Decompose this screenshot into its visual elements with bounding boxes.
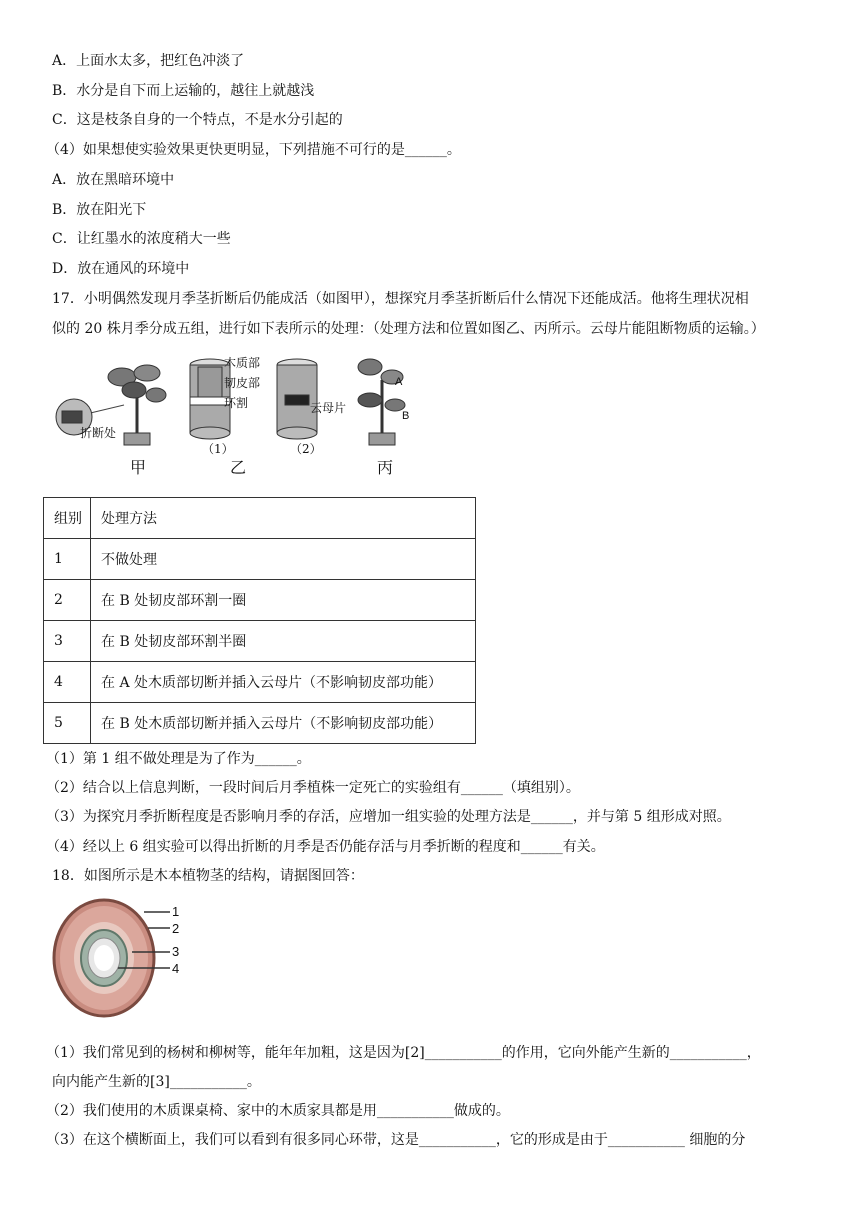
q18-stem: 18．如图所示是木本植物茎的结构，请据图回答： xyxy=(52,868,364,884)
q16-sub4-stem: （4）如果想使实验效果更快更明显，下列措施不可行的是______。 xyxy=(46,142,461,158)
table-cell-method: 在 B 处木质部切断并插入云母片（不影响韧皮部功能） xyxy=(91,703,476,744)
cross-label-2: 2 xyxy=(172,921,180,936)
table-row xyxy=(44,621,476,662)
q17-sub2: （2）结合以上信息判断，一段时间后月季植株一定死亡的实验组有______（填组别）。 xyxy=(46,780,580,796)
caption-jia: 甲 xyxy=(130,458,147,477)
cross-label-4: 4 xyxy=(172,961,180,976)
q18-sub1-line2: 向内能产生新的[3]___________。 xyxy=(52,1074,261,1090)
stem-cross-section-icon xyxy=(52,896,192,1026)
table-cell-group: 4 xyxy=(44,662,91,703)
label-girdle: 环割 xyxy=(224,396,249,410)
table-cell-method: 在 B 处韧皮部环割半圈 xyxy=(91,621,476,662)
table-cell-method: 在 A 处木质部切断并插入云母片（不影响韧皮部功能） xyxy=(91,662,476,703)
table-header-method: 处理方法 xyxy=(91,498,476,539)
q16-option-a: A．上面水太多，把红色冲淡了 xyxy=(52,53,245,69)
label-section-2: （2） xyxy=(290,442,322,456)
table-row xyxy=(44,539,476,580)
q16-option-b: B．水分是自下而上运输的，越往上就越浅 xyxy=(52,83,315,99)
table-cell-group: 5 xyxy=(44,703,91,744)
q17-figure-drawing xyxy=(52,355,422,480)
q17-sub4: （4）经以上 6 组实验可以得出折断的月季是否仍能存活与月季折断的程度和______有关。 xyxy=(46,839,605,855)
label-xylem: 木质部 xyxy=(224,356,261,370)
label-mica: 云母片 xyxy=(310,401,347,415)
table-row xyxy=(44,703,476,744)
table-row xyxy=(44,580,476,621)
table-cell-group: 1 xyxy=(44,539,91,580)
q17-stem-line2: 似的 20 株月季分成五组，进行如下表所示的处理：（处理方法和位置如图乙、丙所示。云母片能阻断物质的运输。） xyxy=(52,321,765,337)
label-a: A xyxy=(395,376,403,388)
table-cell-method: 不做处理 xyxy=(91,539,476,580)
table-row xyxy=(44,662,476,703)
q18-sub2: （2）我们使用的木质课桌椅、家中的木质家具都是用___________做成的。 xyxy=(46,1103,510,1119)
label-phloem: 韧皮部 xyxy=(224,376,261,390)
q17-stem-line1: 17．小明偶然发现月季茎折断后仍能成活（如图甲），想探究月季茎折断后什么情况下还能成活。他将生理状况相 xyxy=(52,291,749,307)
caption-bing: 丙 xyxy=(377,458,394,477)
q17-sub1: （1）第 1 组不做处理是为了作为______。 xyxy=(46,751,311,767)
cross-label-3: 3 xyxy=(172,944,180,959)
q16-sub4-option-a: A．放在黑暗环境中 xyxy=(52,172,175,188)
table-header-group: 组别 xyxy=(44,498,91,539)
q18-figure xyxy=(52,896,192,1026)
stem-section-2-icon xyxy=(277,359,317,439)
table-cell-group: 2 xyxy=(44,580,91,621)
q17-sub3: （3）为探究月季折断程度是否影响月季的存活，应增加一组实验的处理方法是______，并与第 5 组形成对照。 xyxy=(46,809,731,825)
table-cell-method: 在 B 处韧皮部环割一圈 xyxy=(91,580,476,621)
label-break: 折断处 xyxy=(80,426,117,440)
q16-sub4-option-d: D．放在通风的环境中 xyxy=(52,261,190,277)
q16-option-c: C．这是枝条自身的一个特点，不是水分引起的 xyxy=(52,112,343,128)
table-header-row xyxy=(44,498,476,539)
label-section-1: （1） xyxy=(202,442,234,456)
q17-table xyxy=(43,497,476,744)
q18-sub1-line1: （1）我们常见到的杨树和柳树等，能年年加粗，这是因为[2]___________的作用，它向外能产生新的___________， xyxy=(46,1045,761,1061)
plant-bing-icon xyxy=(358,359,405,445)
label-b: B xyxy=(402,410,410,422)
q16-sub4-option-c: C．让红墨水的浓度稍大一些 xyxy=(52,231,231,247)
cross-label-1: 1 xyxy=(172,904,180,919)
q17-figure xyxy=(52,355,422,480)
table-cell-group: 3 xyxy=(44,621,91,662)
q16-sub4-option-b: B．放在阳光下 xyxy=(52,202,147,218)
caption-yi: 乙 xyxy=(230,458,247,477)
q18-sub3: （3）在这个横断面上，我们可以看到有很多同心环带，这是___________，它的形成是由于___________ 细胞的分 xyxy=(46,1132,746,1148)
